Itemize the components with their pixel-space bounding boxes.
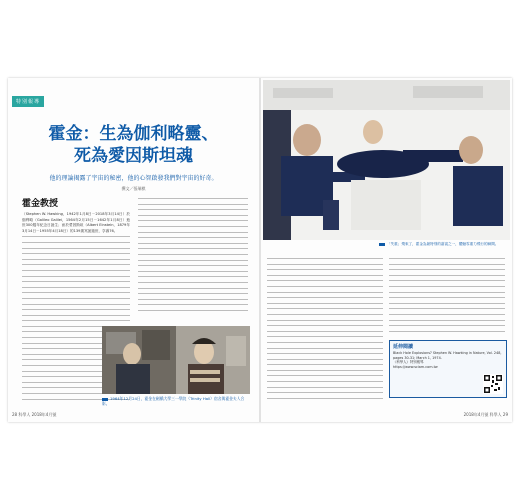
article-title-line2: 死為愛因斯坦魂 [74,146,193,166]
article-title-line1: 霍金：生為伽利略靈、 [48,124,219,144]
photo-caption [102,396,250,406]
right-page [261,78,512,422]
lead-paragraph: （Stephen W. Hawking，1942年1月8日－2018年3月14日）於伽利略（Galileo Galilei，1564年2月15日－1642年1月8日）逝世300週年紀念日誕生；而於愛因斯坦（Albert Einstein，1879年3月14日－1955年4月18日）的139歲冥誕過世，享壽76。 [22,212,130,233]
further-reading-box [389,340,507,398]
qr-code-icon [483,374,503,394]
page-folio-right: 2018年4月號 科學人 29 [463,412,508,417]
left-page [8,78,259,422]
page-folio-left: 28 科學人 2018年4月號 [12,412,57,417]
zero-gravity-photo [263,80,510,240]
body-column-right [138,196,248,315]
magazine-spread [8,78,512,422]
body-text-lines [389,258,505,332]
further-reading-title: 延伸閱讀 [393,344,414,350]
body-column-right-page-2 [389,256,505,336]
hawking-portrait-photo [102,326,250,394]
main-photo-caption-text: 「失重」飛來了，霍金為最特別的嘉賓之一，體驗零重力飛行的瞬間。 [387,242,499,246]
photo-caption-text: 1964年12月24日，霍金在劍橋大學三一學院（Trinity Hall）宿舍與霍金夫人合影。 [102,396,245,406]
body-text-lines [267,258,383,399]
body-column-right-page-1 [267,256,383,403]
lead-heading: 霍金教授 [22,199,59,209]
article-subtitle: 他的理論揭露了宇宙的秘密，他的心智啟發我們對宇宙的好奇。 [49,175,218,182]
section-tag: 特別報導 [12,96,44,107]
further-reading-item-1: Black Hole Explosions? Stephen W. Hawking in Nature, Vol. 248, pages 30-31; March 1, 1974. [393,351,502,360]
further-reading-item-2: 《科學人》特別報導 [393,360,424,365]
main-photo-caption [379,242,507,247]
body-text-lines [138,198,248,311]
further-reading-url: https://www.sciam.com.tw [393,364,438,369]
article-author: 撰文／張瑞棋 [121,186,146,191]
